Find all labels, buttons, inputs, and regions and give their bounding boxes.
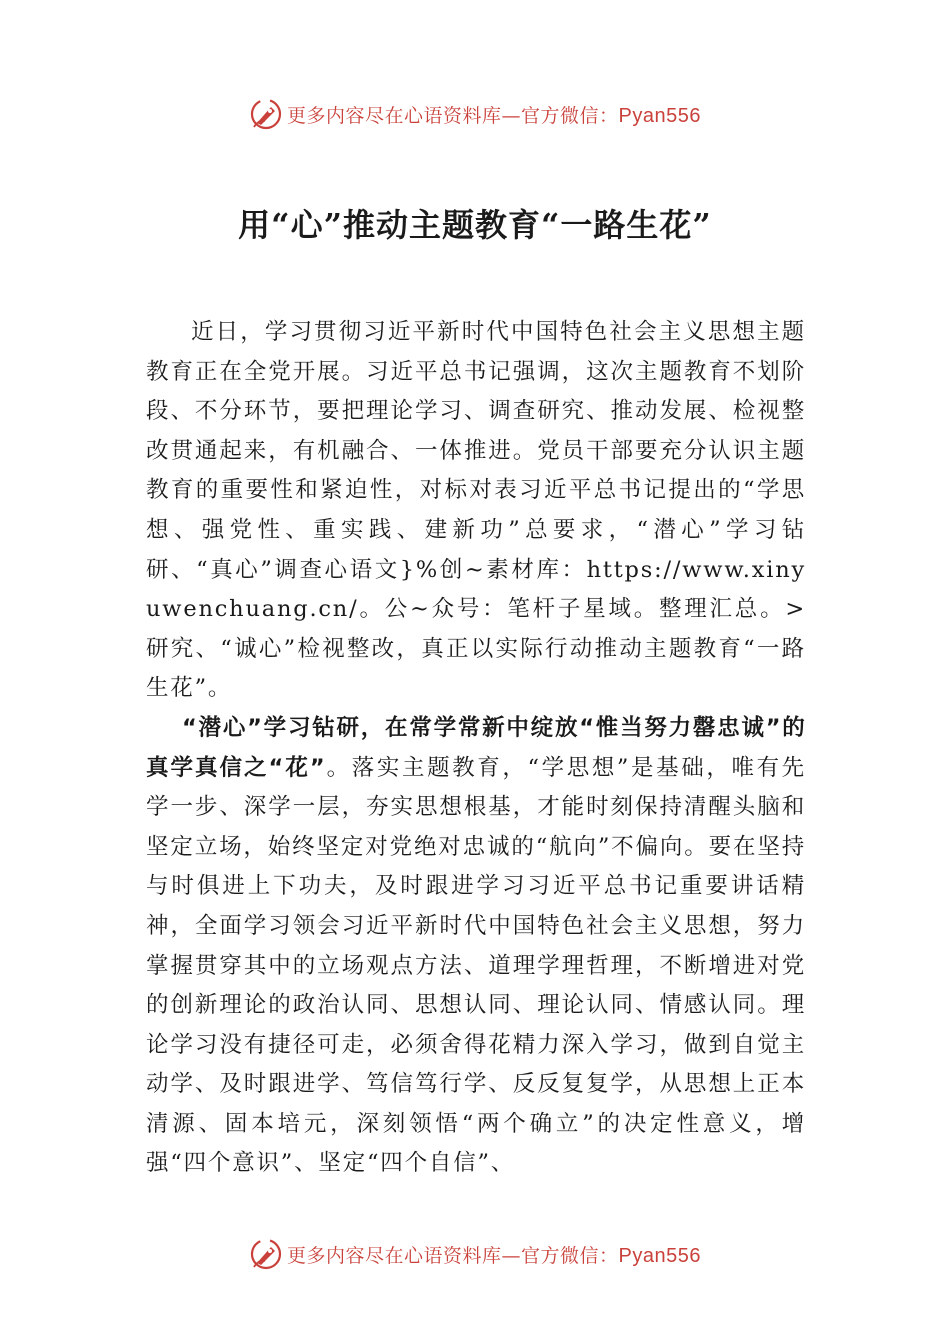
watermark-label: 官方微信： (521, 104, 619, 127)
watermark-text (287, 101, 701, 128)
pen-tip-swirl-icon (249, 97, 283, 131)
watermark-site: 更多内容尽在心语资料库 (287, 1244, 502, 1267)
footer-watermark (0, 1234, 950, 1274)
watermark-separator: — (501, 104, 522, 127)
pen-tip-swirl-icon (249, 1237, 283, 1271)
watermark-label: 官方微信： (521, 1244, 619, 1267)
header-watermark (0, 94, 950, 134)
watermark-id: Pyan556 (618, 1244, 701, 1267)
watermark-id: Pyan556 (618, 104, 701, 127)
document-title: 用“心”推动主题教育“一路生花” (238, 206, 712, 244)
watermark-separator: — (501, 1244, 522, 1267)
paragraph-1: 近日，学习贯彻习近平新时代中国特色社会主义思想主题教育正在全党开展。习近平总书记强调，这次主题教育不划阶段、不分环节，要把理论学习、调查研究、推动发展、检视整改贯通起来，有机融合、一体推进。党员干部要充分认识主题教育的重要性和紧迫性，对标对表习近平总书记提出的“学思想、强党性、重实践、建新功”总要求，“潜心”学习钻研、“真心”调查心语文}%创~素材库：https://www.xinyuwenchuang.cn/。公~众号：笔杆子星域。整理汇总。>研究、“诚心”检视整改，真正以实际行动推动主题教育“一路生花”。 (146, 319, 806, 702)
document-body (146, 313, 806, 1184)
paragraph-2 (146, 709, 806, 1184)
watermark-text (287, 1241, 701, 1268)
paragraph-2-lead: “潜心”学习钻研，在常学常新中绽放“惟当努力罄忠诚”的真学真信之“花” (146, 714, 806, 781)
paragraph-2-body: 。落实主题教育，“学思想”是基础，唯有先学一步、深学一层，夯实思想根基，才能时刻保持清醒头脑和坚定立场，始终坚定对党绝对忠诚的“航向”不偏向。要在坚持与时俱进上下功夫，及时跟进学习习近平总书记重要讲话精神，全面学习领会习近平新时代中国特色社会主义思想，努力掌握贯穿其中的立场观点方法、道理学理哲理，不断增进对党的创新理论的政治认同、思想认同、理论认同、情感认同。理论学习没有捷径可走，必须舍得花精力深入学习，做到自觉主动学、及时跟进学、笃信笃行学、反反复复学，从思想上正本清源、固本培元，深刻领悟“两个确立”的决定性意义，增强“四个意识”、坚定“四个自信”、 (146, 754, 806, 1177)
watermark-site: 更多内容尽在心语资料库 (287, 104, 502, 127)
